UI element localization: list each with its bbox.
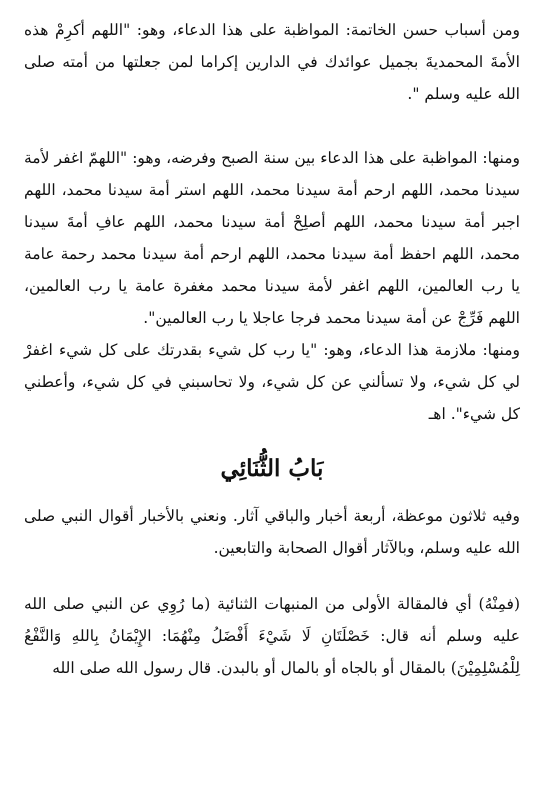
paragraph-first-saying: (فمِنْهُ) أي فالمقالة الأولى من المنبهات الثنائية (ما رُوِي عن النبي صلى الله عليه وسلم أنه قال: خَصْلَتَانِ لَا شَيْءَ أَفْضَلُ مِنْهُمَا: الإِيْمَانُ بِاللهِ وَالنَّفْعُ لِلْمُسْلِمِيْنَ) بالمقال أو بالجاه أو بالمال أو بالبدن. قال رسول الله صلى الله [24,595,520,677]
chapter-heading: بَابُ الثُّنَائِي [220,455,324,482]
paragraph-husn-al-khatima: ومن أسباب حسن الخاتمة: المواظبة على هذا الدعاء، وهو: "اللهم أكرِمْ هذه الأمةَ المحمديةَ بجميل عوائدك في الدارين إكراما لمن جعلتها من أمته صلى الله عليه وسلم ". [24,21,520,103]
paragraph-fajr-dua: ومنها: المواظبة على هذا الدعاء بين سنة الصبح وفرضه، وهو: "اللهمّ اغفر لأمة سيدنا محمد، اللهم ارحم أمة سيدنا محمد، اللهم استر أمة سيدنا محمد، اللهم اجبر أمة سيدنا محمد، اللهم أصلِحْ أمة سيدنا محمد، اللهم عافِ أمةَ سيدنا محمد، اللهم احفظ أمة سيدنا محمد، اللهم ارحم أمة سيدنا محمد رحمة عامة يا رب العالمين، اللهم اغفر لأمة سيدنا محمد مغفرة عامة يا رب العالمين، اللهم فَرِّجْ عن أمة سيدنا محمد فرجا عاجلا يا رب العالمين". [24,149,520,327]
paragraph-chapter-intro: وفيه ثلاثون موعظة، أربعة أخبار والباقي آثار. ونعني بالأخبار أقوال النبي صلى الله عليه وسلم، وبالآثار أقوال الصحابة والتابعين. [24,507,520,557]
paragraph-kull-shay-dua: ومنها: ملازمة هذا الدعاء، وهو: "يا رب كل شيء بقدرتك على كل شيء اغفرْ لي كل شيء، ولا تسألني عن كل شيء، ولا تحاسبني في كل شيء، وأعطني كل شيء". اهـ [24,341,520,423]
